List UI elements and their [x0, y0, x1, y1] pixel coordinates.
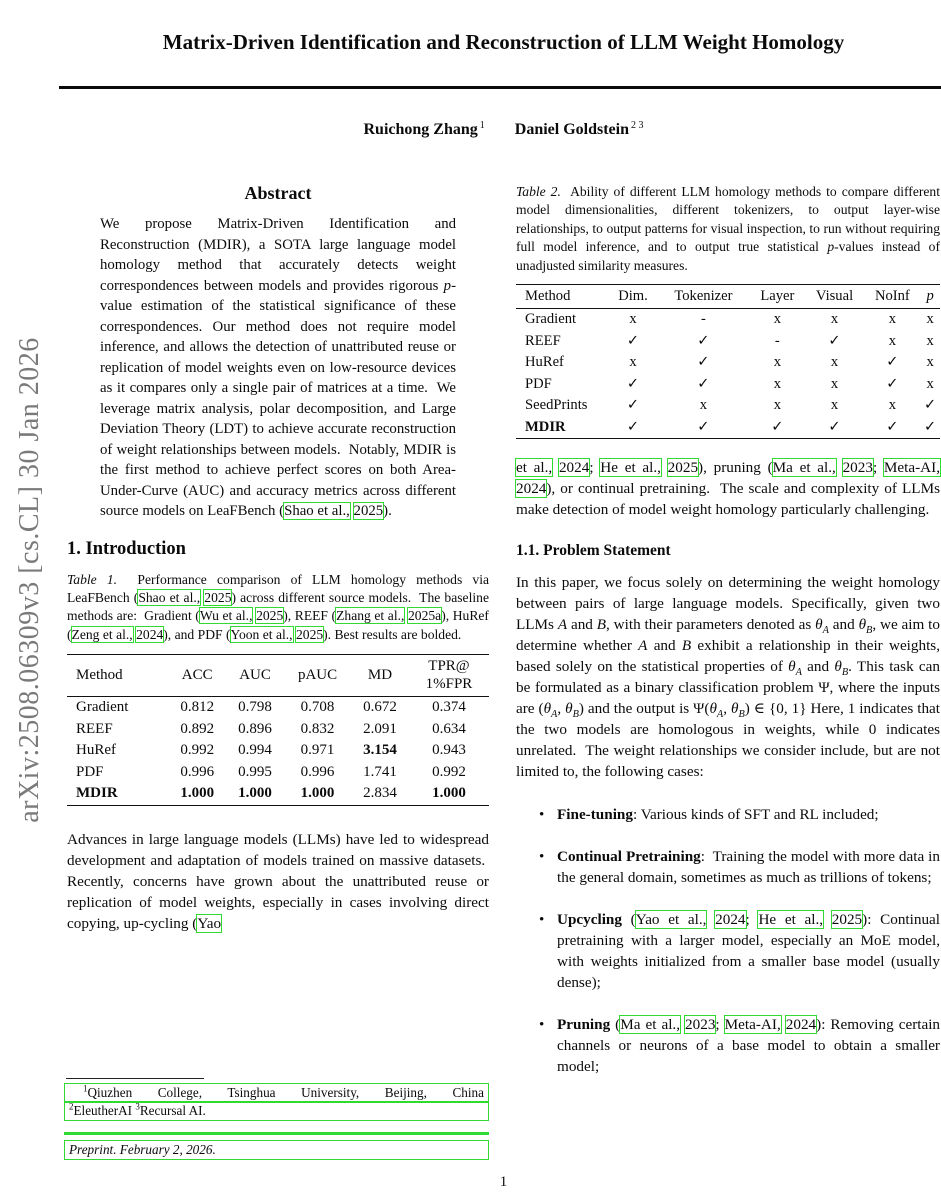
- table-row: [516, 417, 940, 439]
- table-cell: -: [700, 311, 706, 328]
- table-cell: ✓: [886, 354, 899, 371]
- table-cell: 1.000: [238, 785, 272, 802]
- table-cell: x: [773, 375, 781, 392]
- column-header: Dim.: [618, 288, 648, 305]
- preprint-note: Preprint. February 2, 2026.: [64, 1140, 489, 1160]
- citation-link[interactable]: Shao et al.,: [284, 503, 350, 519]
- table-cell: 0.896: [238, 720, 272, 737]
- text-run: and: [647, 637, 682, 655]
- column-header: pAUC: [297, 667, 338, 684]
- table-cell: ✓: [626, 332, 640, 349]
- citation-link[interactable]: 2025: [831, 911, 863, 929]
- citation-link[interactable]: Zhang et al.,: [336, 608, 405, 624]
- table-cell: x: [926, 332, 934, 349]
- text-run: (: [610, 1016, 621, 1034]
- table-cell: 0.971: [300, 742, 335, 759]
- column-header: TPR@ 1%FPR: [425, 658, 473, 693]
- table-cell: 0.992: [432, 763, 466, 780]
- table-cell: HuRef: [525, 354, 564, 371]
- footnotes-block: [64, 1078, 489, 1160]
- affiliation-footnote-line1: [64, 1083, 489, 1103]
- table1-caption: [67, 571, 489, 645]
- table-cell: 2.834: [363, 785, 397, 802]
- table-body: [516, 309, 940, 439]
- weight-relationship-cases-list: [516, 804, 940, 1077]
- text-run: A: [822, 625, 829, 637]
- text-run: ), pruning (: [698, 459, 773, 477]
- citation-link[interactable]: et al.,: [516, 459, 553, 477]
- table-cell: PDF: [525, 375, 552, 392]
- table-header-row: [516, 285, 940, 309]
- citation-link[interactable]: 2025: [295, 626, 324, 642]
- text-run: , we aim to determine whether: [516, 616, 940, 655]
- text-run: θ: [709, 700, 717, 718]
- text-run: [552, 459, 559, 476]
- introduction-paragraph: [67, 829, 489, 934]
- table-cell: 0.995: [238, 763, 272, 780]
- text-run: ,: [557, 700, 566, 718]
- text-run: In this paper, we focus solely on determining the weight homology between pairs of large language models. Specifically, given two LLMs: [516, 574, 940, 634]
- table-cell: ✓: [626, 418, 640, 435]
- text-run: We propose Matrix-Driven Identification and Reconstruction (MDIR), a SOTA large language model homology method that accurately detects weight correspondences between models and provides rigorous: [100, 216, 456, 294]
- table-cell: ✓: [924, 397, 937, 414]
- citation-link[interactable]: Meta-AI,: [883, 459, 940, 477]
- text-run: : Training the model with more data in the general domain, sometimes as much as trillions of tokens;: [557, 848, 940, 887]
- citation-link[interactable]: 2025: [204, 589, 232, 605]
- table-cell: x: [926, 375, 934, 392]
- table-cell: 1.000: [180, 785, 215, 802]
- column-header: Tokenizer: [674, 288, 733, 305]
- abstract-heading: Abstract: [244, 183, 312, 203]
- citation-link[interactable]: 2024: [516, 480, 547, 498]
- footnote-rule: [66, 1078, 204, 1079]
- table-row: [516, 352, 940, 374]
- table-cell: x: [629, 311, 637, 328]
- text-run: (: [621, 911, 636, 929]
- citation-link[interactable]: Meta-AI,: [724, 1016, 781, 1034]
- table-cell: Gradient: [525, 311, 577, 328]
- table-cell: ✓: [771, 418, 784, 435]
- table-cell: -: [774, 332, 780, 349]
- list-item: [516, 846, 940, 888]
- table-cell: MDIR: [76, 785, 118, 802]
- section-heading-introduction: 1. Introduction: [67, 538, 186, 559]
- text-run: ): Removing certain channels or neurons of a base model to obtain a smaller model;: [557, 1016, 941, 1076]
- text-run: Upcycling: [557, 911, 622, 929]
- citation-link[interactable]: Zeng et al.,: [71, 626, 133, 642]
- text-run: and: [828, 616, 859, 634]
- table-cell: ✓: [697, 354, 710, 371]
- table-cell: 0.812: [180, 699, 215, 716]
- text-run: ), or continual pretraining. The scale and complexity of LLMs make detection of model weight homology particularly challenging.: [516, 480, 940, 519]
- table-cell: x: [629, 354, 637, 371]
- table-row: [67, 740, 489, 762]
- text-run: [781, 1016, 786, 1033]
- author-affiliation-sup: 1: [479, 120, 485, 131]
- table-cell: 0.374: [432, 699, 466, 716]
- text-run: -value estimation of the statistical significance of these correspondences. Our method does not require model inference, and allows the detection of unattributed reuse or replication of model weights even on low-resource devices as it compares only a single pair of matrices at a time. We leverage matrix analysis, polar decomposition, and Large Deviation Theory (LDT) to achieve accurate reconstruction of weight relationships between models. Notably, MDIR is the first method to achieve perfect scores on both Area-Under-Curve (AUC) and accuracy metrics across different source models on LeaFBench (: [100, 277, 456, 519]
- citation-link[interactable]: 2025: [667, 459, 699, 477]
- text-run: ), REEF (: [283, 608, 337, 624]
- table-cell: x: [773, 354, 781, 371]
- citation-link[interactable]: Wu et al.,: [199, 608, 253, 624]
- table-cell: 0.996: [300, 763, 335, 780]
- text-run: . This task can be formulated as a binary classification problem Ψ, where the inputs are (: [516, 658, 940, 718]
- table-cell: 1.000: [300, 785, 335, 802]
- text-run: Continual Pretraining: [557, 848, 701, 866]
- table-cell: x: [699, 397, 708, 414]
- table-cell: Gradient: [76, 699, 129, 716]
- text-run: p: [827, 239, 835, 255]
- subsection-heading-problem-statement: 1.1. Problem Statement: [516, 542, 671, 560]
- column-header: p: [926, 288, 934, 305]
- text-run: B: [738, 709, 745, 721]
- table-cell: x: [830, 397, 839, 414]
- table-row: [67, 697, 489, 719]
- table2-method-abilities: [516, 284, 940, 439]
- text-run: ) ∈ {0, 1} Here, 1 indicates that the two models are homologous in weights, while 0 indicates unrelated. The weight relationships we consider include, but are not limited to, the following cases:: [516, 700, 941, 781]
- table-cell: 0.994: [238, 742, 272, 759]
- continued-paragraph: [516, 457, 940, 520]
- text-run: [823, 911, 832, 928]
- text-run: 3: [135, 1102, 140, 1113]
- table-cell: x: [888, 397, 897, 414]
- table-row: [516, 374, 940, 396]
- citation-link[interactable]: 2023: [685, 1016, 716, 1034]
- table-cell: x: [926, 354, 934, 371]
- list-item: [516, 909, 940, 993]
- author-name: Ruichong Zhang: [363, 121, 478, 139]
- citation-link[interactable]: He et al.,: [600, 459, 661, 477]
- text-run: Performance comparison of LLM homology methods via LeaFBench (: [67, 571, 490, 605]
- text-run: ;: [872, 459, 884, 477]
- text-run: ): Continual pretraining with a larger model, especially an MoE model, with weights initialized from a smaller base model (usually dense);: [557, 911, 941, 992]
- title-rule: [59, 86, 941, 89]
- table-cell: ✓: [626, 375, 640, 392]
- text-run: ) across different source models. The baseline methods are: Gradient (: [67, 589, 489, 624]
- text-run: [661, 459, 668, 476]
- list-item: [516, 804, 940, 825]
- table-cell: x: [888, 332, 897, 349]
- table-cell: ✓: [828, 332, 841, 349]
- problem-statement-paragraph: [516, 572, 940, 782]
- text-run: B: [572, 709, 579, 721]
- citation-link[interactable]: 2025: [353, 503, 384, 519]
- author-affiliation-sup: 2 3: [631, 120, 644, 131]
- column-header: Layer: [760, 288, 795, 305]
- table-cell: ✓: [697, 375, 710, 392]
- table-cell: x: [888, 311, 897, 328]
- text-run: and: [567, 616, 597, 634]
- text-run: θ: [788, 658, 796, 676]
- table-cell: 1.000: [432, 785, 466, 802]
- author-2: [515, 121, 644, 138]
- table-cell: SeedPrints: [525, 397, 588, 414]
- text-run: Table 1.: [67, 571, 118, 587]
- citation-link[interactable]: Ma et al.,: [772, 459, 836, 477]
- citation-link[interactable]: He et al.,: [758, 911, 824, 929]
- table-cell: 0.672: [363, 699, 397, 716]
- table-cell: REEF: [525, 332, 561, 349]
- page-number: 1: [499, 1174, 508, 1190]
- table-cell: ✓: [886, 375, 899, 392]
- column-header: MD: [367, 667, 393, 684]
- table-cell: 1.741: [363, 763, 397, 780]
- text-run: A: [557, 616, 568, 634]
- text-run: Advances in large language models (LLMs) have led to widespread development and adaptation of models trained on massive datasets. Recently, concerns have grown about the unattributed reuse or replication of model weights, especially in cases involving direct copying, up-cycling (: [67, 830, 489, 932]
- citation-link[interactable]: 2024: [715, 911, 746, 929]
- affiliation-footnote-line2: [64, 1101, 489, 1121]
- citation-link[interactable]: 2024: [558, 459, 590, 477]
- link-box-divider: [64, 1132, 489, 1135]
- table-cell: ✓: [697, 332, 710, 349]
- table-cell: ✓: [697, 418, 710, 435]
- table-cell: MDIR: [525, 418, 566, 435]
- citation-link[interactable]: Yao et al.,: [635, 911, 707, 929]
- table1-performance-comparison: [67, 654, 489, 806]
- table-row: [67, 762, 489, 784]
- text-run: 1: [83, 1083, 88, 1094]
- table-cell: x: [830, 311, 839, 328]
- table-cell: 0.892: [180, 720, 215, 737]
- arxiv-watermark: arXiv:2508.06309v3 [cs.CL] 30 Jan 2026: [14, 337, 45, 823]
- table-cell: 0.708: [300, 699, 335, 716]
- table-cell: PDF: [76, 763, 104, 780]
- text-run: [350, 503, 354, 519]
- citation-link[interactable]: Shao et al.,: [138, 589, 201, 605]
- text-run: B: [596, 616, 607, 634]
- text-run: B: [841, 667, 849, 679]
- text-run: ;: [715, 1016, 725, 1034]
- table-cell: 0.996: [180, 763, 215, 780]
- table-cell: 0.634: [432, 720, 466, 737]
- column-header: NoInf: [874, 288, 910, 305]
- text-run: exhibit a relationship in their weights, based solely on the statistical properties of: [516, 637, 941, 676]
- text-run: A: [716, 709, 724, 721]
- table-row: [67, 783, 489, 805]
- abstract-text: [100, 214, 456, 522]
- text-run: ) and the output is Ψ(: [578, 700, 710, 718]
- text-run: p: [443, 277, 452, 294]
- table-cell: x: [830, 375, 839, 392]
- author-name: Daniel Goldstein: [514, 121, 629, 139]
- text-run: -values instead of unadjusted similarity measures.: [516, 239, 940, 273]
- table-cell: 0.832: [300, 720, 335, 737]
- table-cell: HuRef: [76, 742, 116, 759]
- table-cell: REEF: [76, 720, 113, 737]
- table-row: [516, 309, 940, 331]
- table-cell: 3.154: [363, 742, 397, 759]
- table-cell: x: [773, 397, 781, 414]
- text-run: B: [866, 625, 873, 637]
- text-run: θ: [858, 616, 867, 634]
- table-cell: ✓: [924, 418, 937, 435]
- text-run: B: [681, 637, 692, 655]
- citation-link[interactable]: 2023: [842, 459, 873, 477]
- text-run: θ: [834, 658, 842, 676]
- author-1: [364, 121, 485, 138]
- text-run: θ: [731, 700, 739, 718]
- column-header: AUC: [239, 667, 271, 684]
- text-run: A: [638, 637, 648, 655]
- table-cell: ✓: [828, 418, 841, 435]
- citation-link[interactable]: Yao: [197, 914, 222, 932]
- text-run: A: [795, 667, 802, 679]
- authors-line: [67, 120, 940, 139]
- text-run: : Various kinds of SFT and RL included;: [632, 806, 879, 824]
- paper-title: Matrix-Driven Identification and Reconstruction of LLM Weight Homology: [162, 30, 845, 54]
- list-item: [516, 1014, 940, 1077]
- citation-link[interactable]: 2025: [256, 608, 284, 624]
- text-run: and: [801, 658, 835, 676]
- text-run: Pruning: [557, 1016, 611, 1034]
- table-row: [516, 395, 940, 417]
- text-run: θ: [815, 616, 823, 634]
- text-run: A: [551, 709, 558, 721]
- text-run: Recursal AI.: [139, 1103, 206, 1119]
- text-run: 2: [69, 1102, 74, 1113]
- table-cell: x: [830, 354, 839, 371]
- citation-link[interactable]: Yoon et al.,: [230, 626, 293, 642]
- column-header: Method: [525, 288, 571, 305]
- table2-caption: [516, 183, 940, 275]
- text-run: Table 2.: [516, 184, 561, 199]
- text-run: ). Best results are bolded.: [323, 626, 462, 642]
- text-run: ,: [723, 700, 731, 718]
- column-header: ACC: [181, 667, 213, 684]
- citation-link[interactable]: 2024: [785, 1016, 817, 1034]
- right-column: [516, 183, 940, 1098]
- text-run: , with their parameters denoted as: [606, 616, 816, 634]
- text-run: ).: [383, 503, 392, 519]
- citation-link[interactable]: 2024: [136, 626, 164, 642]
- text-run: Qiuzhen College, Tsinghua University, Beijing, China: [87, 1085, 484, 1100]
- table-cell: ✓: [626, 397, 640, 414]
- table-row: [67, 719, 489, 741]
- table-row: [516, 331, 940, 353]
- column-header: Visual: [815, 288, 854, 305]
- text-run: Fine-tuning: [557, 806, 633, 824]
- left-column: [67, 183, 489, 934]
- table-cell: 2.091: [363, 720, 397, 737]
- text-run: [836, 459, 843, 476]
- citation-link[interactable]: Ma et al.,: [620, 1016, 681, 1034]
- table-header-row: [67, 655, 489, 697]
- text-run: EleutherAI: [73, 1103, 136, 1119]
- text-run: θ: [543, 700, 552, 718]
- table-cell: 0.798: [238, 699, 272, 716]
- table-cell: 0.943: [432, 742, 466, 759]
- text-run: ), HuRef (: [67, 608, 489, 642]
- text-run: [706, 911, 715, 928]
- column-header: Method: [76, 667, 123, 684]
- text-run: ;: [745, 911, 759, 929]
- table-cell: ✓: [886, 418, 899, 435]
- text-run: ;: [589, 459, 601, 477]
- text-run: θ: [565, 700, 573, 718]
- text-run: Ability of different LLM homology methods to compare different model dimensionalities, different tokenizers, to output layer-wise relationships, to output patterns for visual inspection, to run without requiring full model inference, and to output true statistical: [516, 184, 941, 255]
- table-cell: x: [926, 311, 934, 328]
- citation-link[interactable]: 2025a: [407, 608, 442, 624]
- table-cell: 0.992: [180, 742, 215, 759]
- table-cell: x: [773, 311, 781, 328]
- table-body: [67, 697, 489, 806]
- text-run: ), and PDF (: [163, 626, 231, 642]
